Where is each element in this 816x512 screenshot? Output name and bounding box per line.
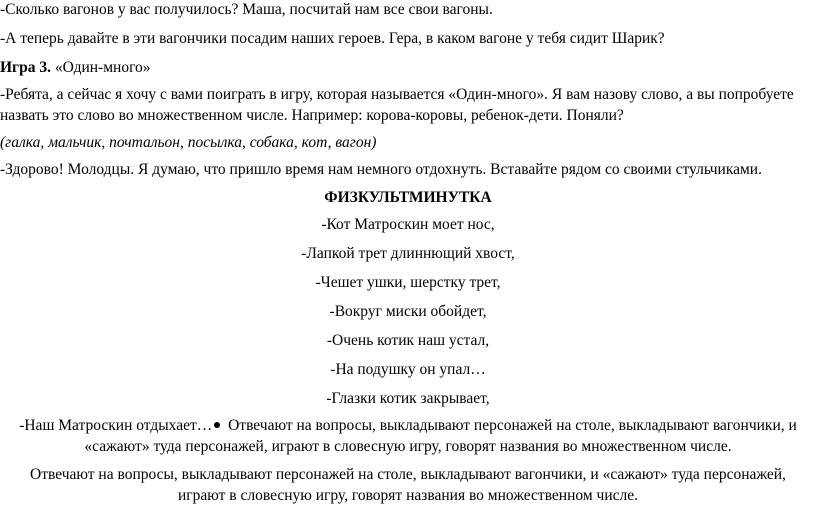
summary-line1: Отвечают на вопросы, выкладывают персонажей на столе, выкладывают вагончики, и «сажают» туда персонажей, (30, 466, 786, 483)
paragraph-wagons-count: -Сколько вагонов у вас получилось? Маша, посчитай нам все свои вагоны. (0, 1, 493, 18)
poem-line: -На подушку он упал… (330, 361, 486, 378)
poem-line: -Кот Матроскин моет нос, (321, 216, 495, 233)
word-list: (галка, мальчик, почтальон, посылка, собака, кот, вагон) (0, 134, 377, 151)
paragraph-game-intro-line2: назвать это слово во множественном числе. Например: корова-коровы, ребенок-дети. Поняли? (0, 107, 624, 124)
answer-text: Отвечают на вопросы, выкладывают персонажей на столе, выкладывают вагончики, и (224, 417, 797, 434)
poem-line: -Лапкой трет длиннющий хвост, (301, 245, 515, 262)
poem-line: -Глазки котик закрывает, (326, 390, 490, 407)
game-label: Игра 3. (0, 59, 51, 76)
poem-line: -Наш Матроскин отдыхает… (19, 417, 213, 434)
paragraph-game-intro-line1: -Ребята, а сейчас я хочу с вами поиграть в игру, которая называется «Один-много». Я вам назову слово, а вы попробуете (0, 86, 794, 103)
poem-line: -Очень котик наш устал, (326, 332, 490, 349)
paragraph-seat-heroes: -А теперь давайте в эти вагончики посадим наших героев. Гера, в каком вагоне у тебя сидит Шарик? (0, 30, 665, 47)
bullet-icon (214, 422, 220, 428)
poem-line: -Чешет ушки, шерстку трет, (315, 274, 501, 291)
poem-line: -Вокруг миски обойдет, (329, 303, 487, 320)
game-heading (0, 58, 151, 77)
answer-text-line2: «сажают» туда персонажей, играют в словесную игру, говорят названия во множественном числе. (84, 438, 732, 455)
poem-last-line (0, 416, 816, 435)
paragraph-rest-time: -Здорово! Молодцы. Я думаю, что пришло время нам немного отдохнуть. Вставайте рядом со своими стульчиками. (0, 161, 762, 178)
summary-line2: играют в словесную игру, говорят названия во множественном числе. (177, 487, 638, 504)
game-title: «Один-много» (50, 59, 151, 76)
exercise-heading: ФИЗКУЛЬТМИНУТКА (324, 189, 492, 206)
